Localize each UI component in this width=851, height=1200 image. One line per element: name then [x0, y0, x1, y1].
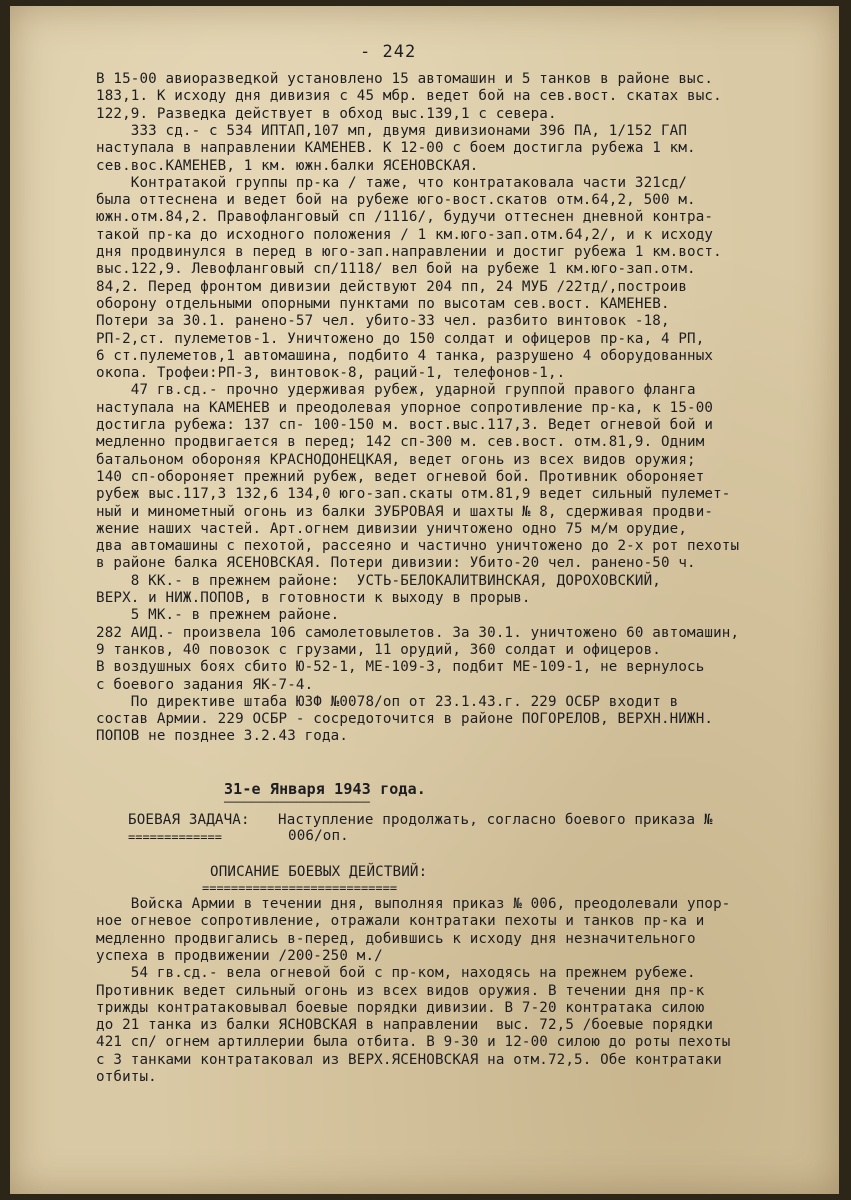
text-line: до 21 танка из балки ЯСНОВСКАЯ в направлении выс. 72,5 /боевые порядки [96, 1017, 714, 1034]
text-line: 54 гв.сд.- вела огневой бой с пр-ком, находясь на прежнем рубеже. [96, 965, 696, 982]
page-number: - 242 [360, 42, 417, 62]
text-line: была оттеснена и ведет бой на рубеже юго-вост.скатов отм.64,2, 500 м. [96, 192, 696, 209]
text-line: 183,1. К исходу дня дивизия с 45 мбр. ведет бой на сев.вост. скатах выс. [96, 88, 722, 105]
text-line: 122,9. Разведка действует в обход выс.139,1 с севера. [96, 105, 557, 122]
text-line: отбиты. [96, 1069, 157, 1085]
text-line: Потери за 30.1. ранено-57 чел. убито-33 чел. разбито винтовок -18, [96, 313, 670, 330]
task-text-line-1: Наступление продолжать, согласно боевого приказа № [278, 812, 713, 828]
text-line: Контратакой группы пр-ка / таже, что контратаковала части 321сд/ [96, 174, 688, 191]
text-line: 9 танков, 40 повозок с грузами, 11 орудий, 360 солдат и офицеров. [96, 641, 661, 658]
text-line: 84,2. Перед фронтом дивизии действуют 204 пп, 24 МУБ /22тд/,построив [96, 278, 688, 295]
text-line: 282 АИД.- произвела 106 самолетовылетов. За 30.1. уничтожено 60 автомашин, [96, 624, 740, 641]
text-line: батальоном обороняя КРАСНОДОНЕЦКАЯ, ведет огонь из всех видов оружия; [96, 451, 696, 468]
text-line: ное огневое сопротивление, отражали контратаки пехоты и танков пр-ка и [96, 913, 705, 930]
text-line: южн.отм.84,2. Правофланговый сп /1116/, будучи оттеснен дневной контра- [96, 209, 714, 226]
text-line: наступала в направлении КАМЕНЕВ. К 12-00 с боем достигла рубежа 1 км. [96, 140, 696, 157]
text-line: успеха в продвижении /200-250 м./ [96, 947, 383, 964]
description-heading-underline: =========================== [202, 881, 398, 895]
text-line: дня продвинулся в перед в юго-зап.направлении и достиг рубежа 1 км.вост. [96, 244, 722, 260]
text-line: ПОПОВ не позднее 3.2.43 года. [96, 728, 349, 745]
text-line: 47 гв.сд.- прочно удерживая рубеж, ударной группой правого фланга [96, 382, 696, 399]
text-line: с 3 танками контратаковал из ВЕРХ.ЯСЕНОВСКАЯ на отм.72,5. Обе контратаки [96, 1051, 722, 1068]
text-line: 421 сп/ огнем артиллерии была отбита. В 9-30 и 12-00 силою до роты пехоты [96, 1034, 731, 1051]
text-line: 140 сп-обороняет прежний рубеж, ведет огневой бой. Противник обороняет [96, 468, 705, 485]
text-line: Противник ведет сильный огонь из всех видов оружия. В течении дня пр-к [96, 982, 705, 999]
task-label-underline: ============= [128, 830, 222, 844]
text-line: такой пр-ка до исходного положения / 1 км.юго-зап.отм.64,2/, и к исходу [96, 226, 714, 243]
text-line: достигла рубежа: 137 сп- 100-150 м. вост.выс.117,3. Ведет огневой бой и [96, 417, 714, 433]
text-line: 8 КК.- в прежнем районе: УСТЬ-БЕЛОКАЛИТВИНСКАЯ, ДОРОХОВСКИЙ, [96, 572, 661, 589]
text-line: медленно продвигается в перед; 142 сп-300 м. сев.вост. отм.81,9. Одним [96, 434, 705, 451]
text-line: 333 сд.- с 534 ИПТАП,107 мп, двумя дивизионами 396 ПА, 1/152 ГАП [96, 122, 688, 139]
text-line: 5 МК.- в прежнем районе. [96, 607, 340, 624]
text-line: трижды контратаковывал боевые порядки дивизии. В 7-20 контратака силою [96, 999, 705, 1016]
description-heading: ОПИСАНИЕ БОЕВЫХ ДЕЙСТВИЙ: [210, 864, 428, 880]
text-line: ный и минометный огонь из балки ЗУБРОВАЯ и шахты № 8, сдерживая продви- [96, 503, 714, 520]
text-line: Войска Армии в течении дня, выполняя приказ № 006, преодолевали упор- [96, 896, 731, 912]
text-line: наступала на КАМЕНЕВ и преодолевая упорное сопротивление пр-ка, к 15-00 [96, 399, 714, 416]
text-line: медленно продвигались в-перед, добившись к исходу дня незначительного [96, 930, 696, 947]
text-line: в районе балка ЯСЕНОВСКАЯ. Потери дивизии: Убито-20 чел. ранено-50 ч. [96, 555, 696, 572]
text-line: 6 ст.пулеметов,1 автомашина, подбито 4 танка, разрушено 4 оборудованных [96, 347, 714, 364]
text-line: По директиве штаба ЮЗФ №0078/оп от 23.1.43.г. 229 ОСБР входит в [96, 693, 679, 710]
text-line: рубеж выс.117,3 132,6 134,0 юго-зап.скаты отм.81,9 ведет сильный пулемет- [96, 486, 731, 503]
document-page [10, 6, 839, 1194]
date-heading-underline: ────────────────────── [224, 796, 370, 809]
text-line: два автомашины с пехотой, рассеяно и частично уничтожено до 2-х рот пехоты [96, 538, 740, 555]
text-line: РП-2,ст. пулеметов-1. Уничтожено до 150 солдат и офицеров пр-ка, 4 РП, [96, 330, 705, 347]
text-line: выс.122,9. Левофланговый сп/1118/ вел бой на рубеже 1 км.юго-зап.отм. [96, 261, 696, 278]
text-line: сев.вос.КАМЕНЕВ, 1 км. южн.балки ЯСЕНОВСКАЯ. [96, 157, 479, 174]
text-line: жение наших частей. Арт.огнем дивизии уничтожено одно 75 м/м орудие, [96, 520, 688, 537]
text-line: В 15-00 авиоразведкой установлено 15 автомашин и 5 танков в районе выс. [96, 71, 714, 87]
text-line: ВЕРХ. и НИЖ.ПОПОВ, в готовности к выходу в прорыв. [96, 590, 531, 606]
task-label: БОЕВАЯ ЗАДАЧА: [128, 812, 250, 828]
date-heading: 31-е Января 1943 года. [224, 780, 426, 798]
text-line: оборону отдельными опорными пунктами по высотам сев.вост. КАМЕНЕВ. [96, 295, 670, 312]
text-line: окопа. Трофеи:РП-3, винтовок-8, раций-1, телефонов-1,. [96, 365, 566, 382]
text-line: состав Армии. 229 ОСБР - сосредоточится в районе ПОГОРЕЛОВ, ВЕРХН.НИЖН. [96, 711, 714, 728]
text-line: с боевого задания ЯК-7-4. [96, 676, 314, 693]
text-line: В воздушных боях сбито Ю-52-1, МЕ-109-3, подбит МЕ-109-1, не вернулось [96, 659, 705, 676]
task-text-line-2: 006/оп. [288, 828, 349, 844]
